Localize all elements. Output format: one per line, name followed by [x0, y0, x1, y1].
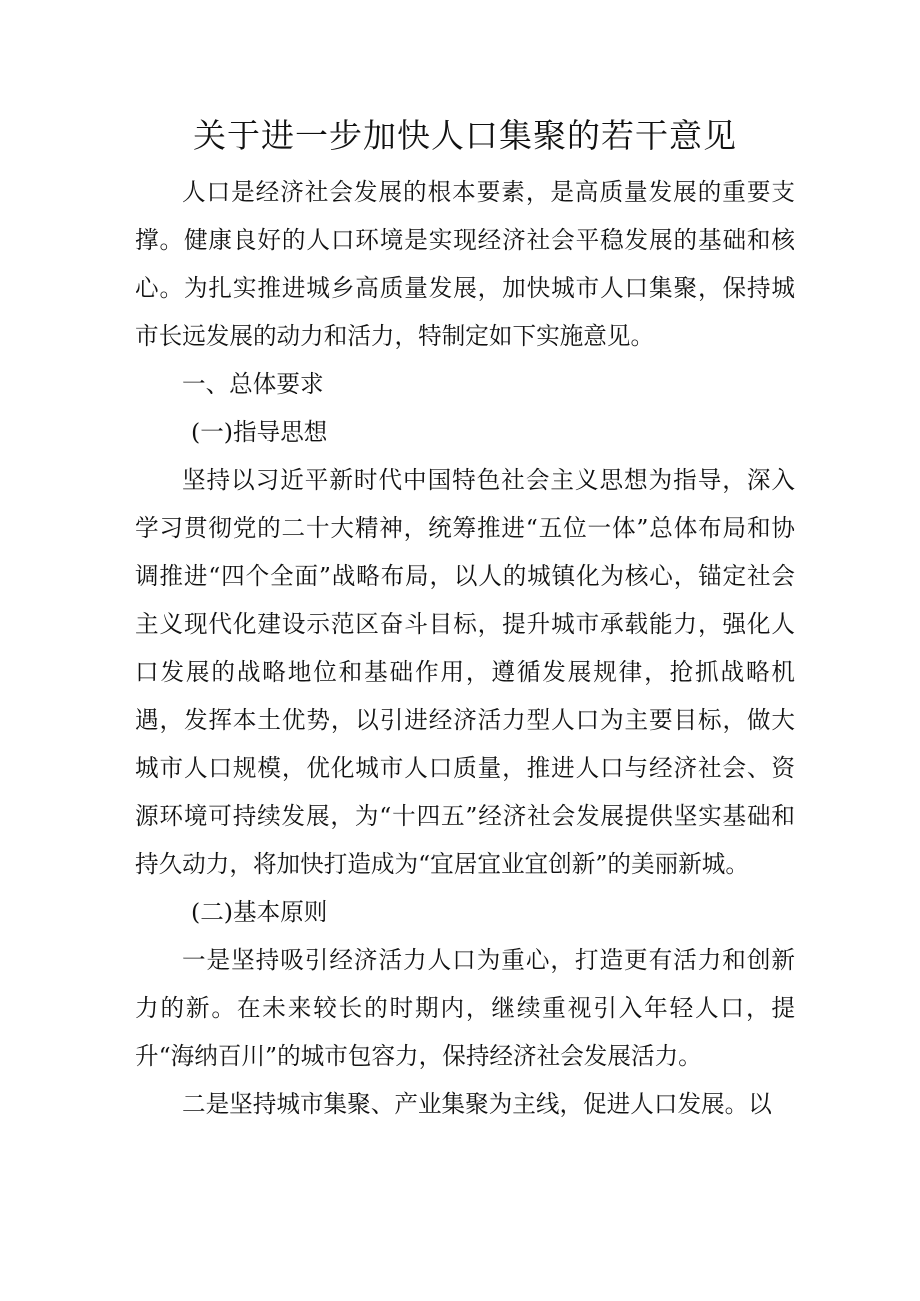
principle-two-paragraph: 二是坚持城市集聚、产业集聚为主线，促进人口发展。以	[182, 1090, 772, 1118]
principle-one-paragraph: 一是坚持吸引经济活力人口为重心，打造更有活力和创新力的新。在未来较长的时期内，继续重视引入年轻人口，提升“海纳百川”的城市包容力，保持经济社会发展活力。	[135, 946, 795, 1070]
section-heading-general-requirements: 一、总体要求	[182, 370, 324, 398]
subheading-basic-principles: (二)基本原则	[191, 898, 328, 926]
document-title: 关于进一步加快人口集聚的若干意见	[193, 116, 737, 155]
intro-paragraph: 人口是经济社会发展的根本要素，是高质量发展的重要支撑。健康良好的人口环境是实现经济社会平稳发展的基础和核心。为扎实推进城乡高质量发展，加快城市人口集聚，保持城市长远发展的动力和活力，特制定如下实施意见。	[135, 178, 795, 350]
guiding-ideology-paragraph: 坚持以习近平新时代中国特色社会主义思想为指导，深入学习贯彻党的二十大精神，统筹推进“五位一体”总体布局和协调推进“四个全面”战略布局，以人的城镇化为核心，锚定社会主义现代化建设示范区奋斗目标，提升城市承载能力，强化人口发展的战略地位和基础作用，遵循发展规律，抢抓战略机遇，发挥本土优势，以引进经济活力型人口为主要目标，做大城市人口规模，优化城市人口质量，推进人口与经济社会、资源环境可持续发展，为“十四五”经济社会发展提供坚实基础和持久动力，将加快打造成为“宜居宜业宜创新”的美丽新城。	[135, 466, 795, 878]
subheading-guiding-ideology: (一)指导思想	[191, 418, 328, 446]
document-body	[135, 168, 795, 1128]
